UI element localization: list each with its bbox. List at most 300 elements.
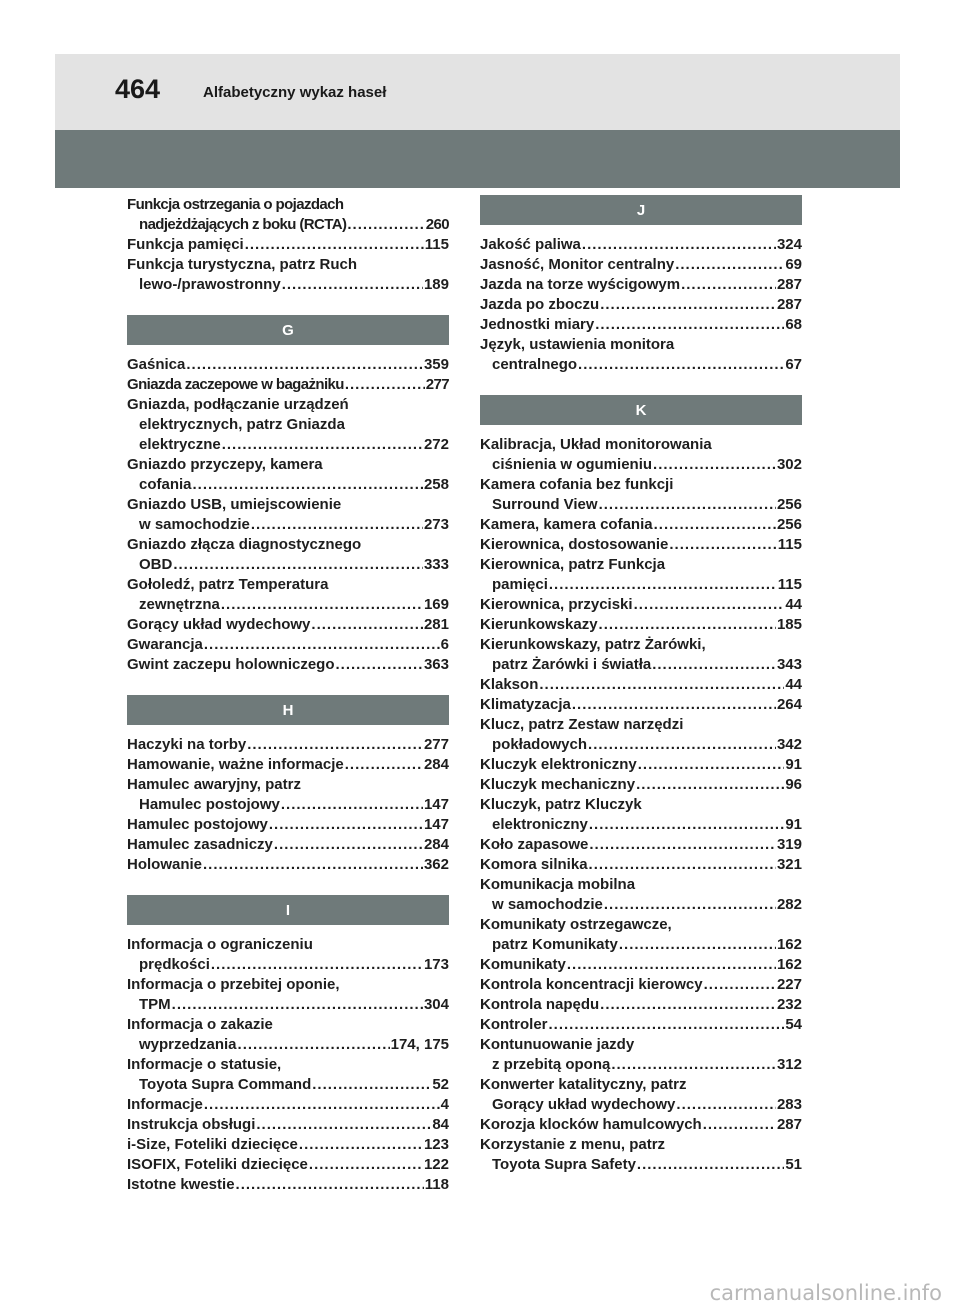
dot-leader	[572, 695, 776, 715]
page-reference: 232	[776, 996, 802, 1013]
page-reference: 312	[776, 1056, 802, 1073]
index-entry[interactable]	[127, 1135, 449, 1155]
index-entry[interactable]	[480, 435, 802, 475]
index-entry-line	[480, 795, 802, 815]
dot-leader	[311, 615, 423, 635]
index-entry-line	[127, 535, 449, 555]
index-entry-text: Język, ustawienia monitora	[480, 336, 675, 353]
index-entry-line	[127, 1155, 449, 1175]
index-entry-line	[127, 935, 449, 955]
index-entry-line	[480, 915, 802, 935]
dot-leader	[634, 595, 785, 615]
index-entry[interactable]	[480, 1035, 802, 1075]
page-reference: 173	[423, 956, 449, 973]
index-entry[interactable]	[480, 995, 802, 1015]
index-entry-text: Toyota Supra Command	[139, 1076, 312, 1093]
dot-leader	[236, 1175, 424, 1195]
index-entry[interactable]	[127, 375, 449, 395]
page-reference: 272	[423, 436, 449, 453]
page-reference: 162	[776, 936, 802, 953]
index-entry[interactable]	[127, 235, 449, 255]
index-entry[interactable]	[480, 595, 802, 615]
index-entry-text: Hamulec postojowy	[127, 816, 268, 833]
page-reference: 67	[785, 356, 802, 373]
index-entry-line	[127, 595, 449, 615]
dot-leader	[588, 735, 776, 755]
index-entry[interactable]	[127, 1155, 449, 1175]
index-entry-text: Komora silnika	[480, 856, 588, 873]
index-entry[interactable]	[480, 515, 802, 535]
index-entry[interactable]	[480, 955, 802, 975]
index-entry-text: Gniazdo przyczepy, kamera	[127, 456, 323, 473]
index-entry[interactable]	[127, 535, 449, 575]
index-entry-text: Kamera, kamera cofania	[480, 516, 653, 533]
index-entry-line	[480, 575, 802, 595]
index-entry-text: Kontrola koncentracji kierowcy	[480, 976, 703, 993]
page-reference: 84	[432, 1116, 449, 1133]
index-entry-line	[127, 1035, 449, 1055]
index-entry-line	[127, 1095, 449, 1115]
section-letter-header: I	[127, 895, 449, 925]
index-entry-text: Kluczyk, patrz Kluczyk	[480, 796, 642, 813]
index-entry[interactable]	[480, 555, 802, 595]
index-entry-line	[127, 355, 449, 375]
page-reference: 91	[785, 816, 802, 833]
index-entry-line	[127, 755, 449, 775]
index-entry[interactable]	[480, 1015, 802, 1035]
index-section	[127, 195, 449, 295]
dot-leader	[173, 555, 423, 575]
index-entry-text: Gwarancja	[127, 636, 203, 653]
index-entry[interactable]	[480, 275, 802, 295]
index-entry-line	[480, 655, 802, 675]
index-entry-line	[480, 935, 802, 955]
index-entry-text: Jednostki miary	[480, 316, 595, 333]
index-entry-text: TPM	[139, 996, 171, 1013]
index-entry[interactable]	[480, 775, 802, 795]
index-entry-line	[127, 995, 449, 1015]
dot-leader	[336, 655, 423, 675]
page-number: 464	[115, 74, 161, 104]
dot-leader	[636, 775, 784, 795]
section-letter-header: H	[127, 695, 449, 725]
index-entry[interactable]	[480, 875, 802, 915]
index-entry-text: Korozja klocków hamulcowych	[480, 1116, 702, 1133]
dot-leader	[654, 515, 776, 535]
index-entry-text: i-Size, Foteliki dziecięce	[127, 1136, 298, 1153]
dot-leader	[345, 755, 423, 775]
index-entry[interactable]	[480, 715, 802, 755]
index-entry-line	[127, 635, 449, 655]
index-entry-line	[127, 575, 449, 595]
index-entry-text: Gorący układ wydechowy	[127, 616, 311, 633]
index-entry-line	[480, 455, 802, 475]
index-entry[interactable]	[127, 835, 449, 855]
index-entry[interactable]	[127, 355, 449, 375]
index-entry-line	[127, 1135, 449, 1155]
index-entry-line	[127, 375, 449, 395]
index-entry-line	[127, 195, 449, 215]
index-entry[interactable]	[480, 795, 802, 835]
index-entry[interactable]	[480, 635, 802, 675]
page-reference: 123	[423, 1136, 449, 1153]
index-entry-line	[480, 635, 802, 655]
index-entry[interactable]	[127, 635, 449, 655]
page-reference: 333	[423, 556, 449, 573]
index-entry-line	[127, 475, 449, 495]
dot-leader	[309, 1155, 423, 1175]
index-entry-text: Gorący układ wydechowy	[492, 1096, 676, 1113]
index-entry[interactable]	[480, 755, 802, 775]
index-entry[interactable]	[480, 295, 802, 315]
dot-leader	[578, 355, 784, 375]
index-entry-line	[127, 1175, 449, 1195]
index-entry[interactable]	[127, 1115, 449, 1135]
index-entry[interactable]	[127, 775, 449, 815]
index-entry-text: Informacje o statusie,	[127, 1056, 282, 1073]
page-reference: 258	[423, 476, 449, 493]
index-entry[interactable]	[127, 755, 449, 775]
page-reference: 68	[785, 316, 802, 333]
dot-leader	[211, 955, 423, 975]
index-entry-line	[127, 415, 449, 435]
dot-leader	[274, 835, 423, 855]
page-reference: 273	[423, 516, 449, 533]
index-entry-line	[127, 795, 449, 815]
dot-leader	[600, 295, 776, 315]
index-entry-line	[127, 235, 449, 255]
page-reference: 302	[776, 456, 802, 473]
index-entry[interactable]	[127, 255, 449, 295]
index-entry-line	[127, 1075, 449, 1095]
index-entry-text: Kierunkowskazy, patrz Żarówki,	[480, 636, 706, 653]
dot-leader	[681, 275, 776, 295]
page-reference: 277	[423, 736, 449, 753]
page-reference: 96	[785, 776, 802, 793]
dot-leader	[299, 1135, 423, 1155]
index-entry-text: Jazda na torze wyścigowym	[480, 276, 681, 293]
index-entry[interactable]	[480, 1135, 802, 1175]
index-entry-line	[127, 855, 449, 875]
index-entry[interactable]	[480, 475, 802, 515]
index-entry-text: Jazda po zboczu	[480, 296, 600, 313]
index-entry-text: Hamulec awaryjny, patrz	[127, 776, 301, 793]
index-entry-line	[480, 975, 802, 995]
index-entry-line	[127, 215, 449, 235]
dot-leader	[704, 975, 776, 995]
page-reference: 256	[776, 516, 802, 533]
index-entry-text: Jasność, Monitor centralny	[480, 256, 675, 273]
index-entry[interactable]	[480, 255, 802, 275]
page-reference: 69	[785, 256, 802, 273]
page-reference: 118	[424, 1176, 449, 1193]
index-entry-line	[480, 715, 802, 735]
index-entry[interactable]	[480, 915, 802, 955]
dot-leader	[345, 375, 425, 395]
dot-leader	[281, 795, 423, 815]
index-entry-line	[480, 295, 802, 315]
index-entry-text: Informacja o przebitej oponie,	[127, 976, 340, 993]
page-reference: 362	[423, 856, 449, 873]
index-entry[interactable]	[127, 1175, 449, 1195]
index-entry[interactable]	[127, 735, 449, 755]
index-entry-text: Gołoledź, patrz Temperatura	[127, 576, 329, 593]
page-reference: 363	[423, 656, 449, 673]
index-entry-text: Kontrola napędu	[480, 996, 600, 1013]
index-entry-line	[480, 1115, 802, 1135]
index-entry-line	[480, 995, 802, 1015]
index-entry-line	[127, 975, 449, 995]
page-reference: 189	[423, 276, 449, 293]
index-entry[interactable]	[480, 675, 802, 695]
index-entry-text: Jakość paliwa	[480, 236, 581, 253]
dot-leader	[589, 835, 776, 855]
page-reference: 287	[776, 1116, 802, 1133]
index-entry-text: cofania	[139, 476, 192, 493]
index-entry-line	[127, 435, 449, 455]
index-entry[interactable]	[127, 495, 449, 535]
index-column-right	[480, 195, 802, 1175]
index-entry-line	[127, 655, 449, 675]
page-reference: 343	[776, 656, 802, 673]
index-entry-line	[480, 435, 802, 455]
index-entry-text: patrz Żarówki i światła	[492, 656, 652, 673]
index-entry[interactable]	[127, 975, 449, 1015]
index-entry-text: Haczyki na torby	[127, 736, 247, 753]
page-reference: 284	[423, 756, 449, 773]
index-entry-text: Istotne kwestie	[127, 1176, 235, 1193]
dot-leader	[703, 1115, 776, 1135]
page-reference: 4	[440, 1096, 449, 1113]
dot-leader	[675, 255, 784, 275]
index-entry-line	[480, 475, 802, 495]
page-reference: 162	[776, 956, 802, 973]
index-entry-text: Kierownica, patrz Funkcja	[480, 556, 666, 573]
index-entry[interactable]	[480, 335, 802, 375]
dot-leader	[567, 955, 776, 975]
index-entry-text: pamięci	[492, 576, 548, 593]
index-entry[interactable]	[480, 235, 802, 255]
index-entry[interactable]	[127, 195, 449, 235]
dot-leader	[312, 1075, 431, 1095]
page-reference: 256	[776, 496, 802, 513]
page-header	[55, 54, 900, 130]
index-entry-text: Kalibracja, Układ monitorowania	[480, 436, 712, 453]
page-reference: 324	[776, 236, 802, 253]
index-section	[127, 315, 449, 675]
index-entry[interactable]	[480, 855, 802, 875]
index-entry-line	[480, 875, 802, 895]
index-entry-line	[480, 1155, 802, 1175]
page-reference: 147	[423, 796, 449, 813]
index-entry[interactable]	[127, 395, 449, 455]
dot-leader	[653, 455, 776, 475]
page-reference: 283	[776, 1096, 802, 1113]
index-entry[interactable]	[127, 655, 449, 675]
dot-leader	[582, 235, 776, 255]
dot-leader	[238, 1035, 390, 1055]
index-entry-line	[480, 255, 802, 275]
page-reference: 277	[425, 376, 449, 393]
dot-leader	[595, 315, 784, 335]
index-entry-text: Komunikaty ostrzegawcze,	[480, 916, 672, 933]
page-reference: 260	[425, 216, 449, 233]
watermark: carmanualsonline.info	[709, 1281, 942, 1305]
index-entry-line	[127, 455, 449, 475]
index-section	[480, 395, 802, 1175]
index-entry-text: ISOFIX, Foteliki dziecięce	[127, 1156, 308, 1173]
index-section	[127, 895, 449, 1195]
index-entry-line	[127, 395, 449, 415]
index-entry-text: Kontroler	[480, 1016, 548, 1033]
index-entry[interactable]	[127, 575, 449, 615]
dot-leader	[637, 1155, 784, 1175]
index-entry[interactable]	[480, 315, 802, 335]
page-reference: 284	[423, 836, 449, 853]
dot-leader	[676, 1095, 776, 1115]
dot-leader	[599, 495, 776, 515]
dot-leader	[204, 635, 440, 655]
index-entry[interactable]	[480, 615, 802, 635]
dot-leader	[549, 575, 777, 595]
dot-leader	[222, 435, 423, 455]
dot-leader	[172, 995, 423, 1015]
index-entry-line	[127, 1055, 449, 1075]
dot-leader	[638, 755, 785, 775]
index-entry-text: w samochodzie	[492, 896, 603, 913]
dot-leader	[256, 1115, 431, 1135]
page-reference: 287	[776, 296, 802, 313]
dot-leader	[282, 275, 423, 295]
page-reference: 52	[432, 1076, 449, 1093]
index-entry-text: Klakson	[480, 676, 539, 693]
index-entry-text: Funkcja pamięci	[127, 236, 244, 253]
index-entry-line	[480, 775, 802, 795]
index-entry-text: Gniazda, podłączanie urządzeń	[127, 396, 349, 413]
index-entry-line	[480, 695, 802, 715]
dot-leader	[539, 675, 784, 695]
index-entry-text: Holowanie	[127, 856, 203, 873]
index-entry[interactable]	[127, 1015, 449, 1055]
index-entry-text: Toyota Supra Safety	[492, 1156, 636, 1173]
index-entry-text: Komunikaty	[480, 956, 566, 973]
index-entry-text: Informacje	[127, 1096, 203, 1113]
index-entry-line	[480, 955, 802, 975]
index-entry[interactable]	[480, 835, 802, 855]
index-entry-line	[480, 835, 802, 855]
dot-leader	[269, 815, 423, 835]
index-entry-line	[480, 315, 802, 335]
index-entry[interactable]	[480, 1115, 802, 1135]
page-reference: 185	[776, 616, 802, 633]
dot-leader	[221, 595, 423, 615]
index-entry[interactable]	[127, 1095, 449, 1115]
page-reference: 44	[785, 596, 802, 613]
index-entry-line	[480, 495, 802, 515]
index-entry[interactable]	[127, 455, 449, 495]
dot-leader	[604, 895, 776, 915]
dot-leader	[669, 535, 776, 555]
index-entry-line	[480, 1055, 802, 1075]
index-entry[interactable]	[127, 815, 449, 835]
index-entry-text: nadjeżdżających z boku (RCTA)	[139, 216, 347, 233]
index-entry[interactable]	[127, 855, 449, 875]
dot-leader	[203, 855, 423, 875]
index-entry-line	[480, 235, 802, 255]
page-reference: 115	[777, 576, 802, 593]
index-entry[interactable]	[127, 615, 449, 635]
index-entry-line	[127, 515, 449, 535]
index-entry-text: w samochodzie	[139, 516, 250, 533]
index-entry[interactable]	[127, 935, 449, 975]
index-entry-text: Konwerter katalityczny, patrz	[480, 1076, 687, 1093]
index-entry-text: Funkcja ostrzegania o pojazdach	[127, 196, 344, 213]
index-entry-text: ciśnienia w ogumieniu	[492, 456, 653, 473]
index-entry-line	[127, 775, 449, 795]
page-reference: 319	[776, 836, 802, 853]
index-entry-text: prędkości	[139, 956, 210, 973]
index-entry-text: Klimatyzacja	[480, 696, 571, 713]
index-entry-text: Funkcja turystyczna, patrz Ruch	[127, 256, 358, 273]
dot-leader	[247, 735, 423, 755]
page-reference: 304	[423, 996, 449, 1013]
dot-leader	[186, 355, 423, 375]
index-entry-line	[127, 495, 449, 515]
index-entry-text: Koło zapasowe	[480, 836, 589, 853]
page-reference: 6	[440, 636, 449, 653]
index-entry-text: Gwint zaczepu holowniczego	[127, 656, 335, 673]
index-entry-text: wyprzedzania	[139, 1036, 237, 1053]
index-entry-line	[480, 555, 802, 575]
index-entry-text: Kierownica, przyciski	[480, 596, 633, 613]
index-entry-text: Klucz, patrz Zestaw narzędzi	[480, 716, 684, 733]
index-entry-text: lewo-/prawostronny	[139, 276, 281, 293]
section-letter-header: J	[480, 195, 802, 225]
index-entry-text: Gaśnica	[127, 356, 186, 373]
index-entry[interactable]	[480, 535, 802, 555]
index-entry-line	[480, 735, 802, 755]
index-entry-line	[480, 595, 802, 615]
index-entry-line	[127, 1115, 449, 1135]
index-entry-text: patrz Komunikaty	[492, 936, 618, 953]
index-entry-line	[480, 515, 802, 535]
header-band	[55, 130, 900, 188]
index-entry-line	[480, 895, 802, 915]
dot-leader	[589, 855, 776, 875]
dot-leader	[245, 235, 424, 255]
page-reference: 44	[785, 676, 802, 693]
index-entry[interactable]	[480, 695, 802, 715]
index-entry[interactable]	[480, 975, 802, 995]
index-entry-line	[480, 755, 802, 775]
index-entry-line	[480, 355, 802, 375]
index-entry-text: Korzystanie z menu, patrz	[480, 1136, 666, 1153]
index-entry-line	[127, 835, 449, 855]
index-entry-text: z przebitą oponą	[492, 1056, 611, 1073]
page-reference: 342	[776, 736, 802, 753]
index-entry-text: Kierownica, dostosowanie	[480, 536, 669, 553]
index-entry-line	[127, 615, 449, 635]
index-entry-line	[480, 615, 802, 635]
page-reference: 147	[423, 816, 449, 833]
index-entry-text: Instrukcja obsługi	[127, 1116, 256, 1133]
index-entry[interactable]	[127, 1055, 449, 1095]
index-entry[interactable]	[480, 1075, 802, 1115]
index-entry-text: Kierunkowskazy	[480, 616, 598, 633]
index-entry-text: Gniazdo USB, umiejscowienie	[127, 496, 342, 513]
page-reference: 174, 175	[390, 1036, 449, 1053]
index-entry-line	[480, 675, 802, 695]
